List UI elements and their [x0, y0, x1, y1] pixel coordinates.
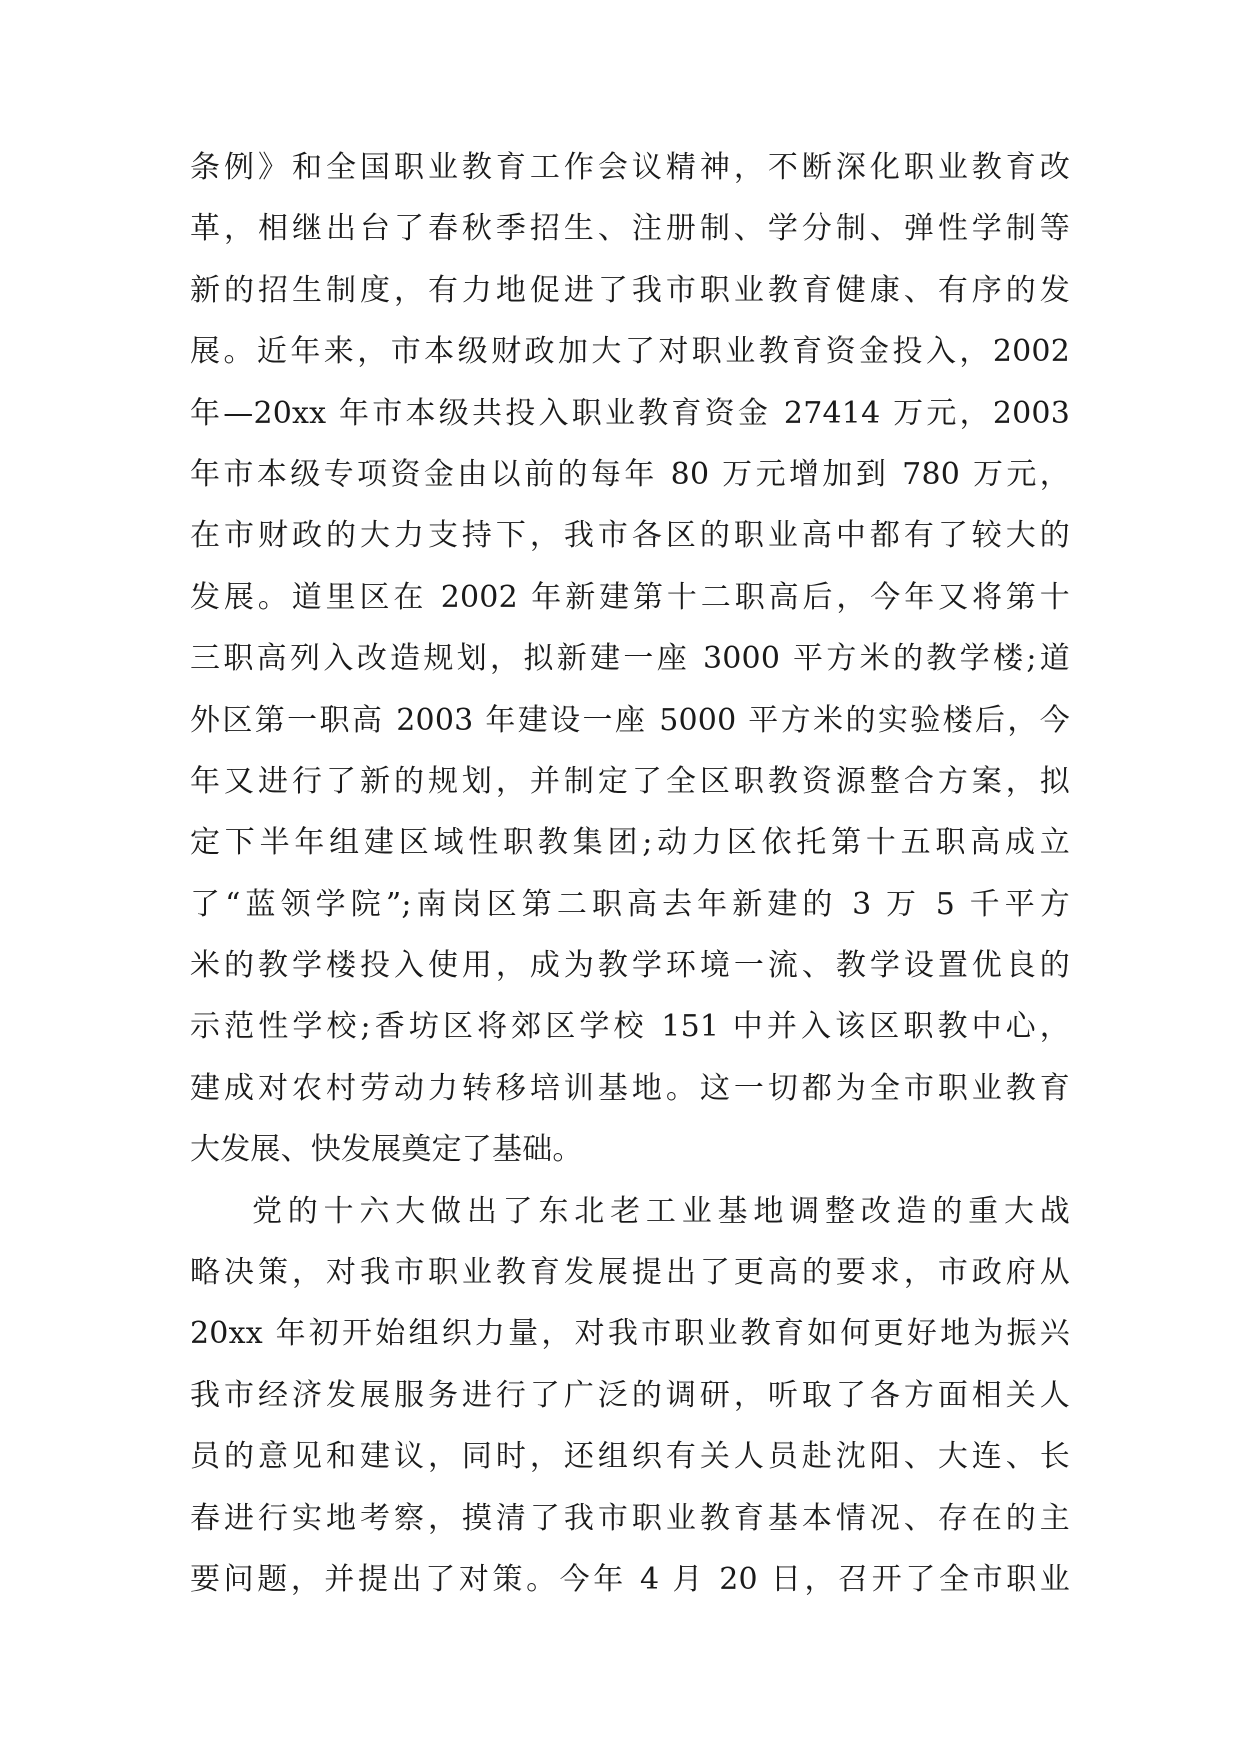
text-line: 略决策，对我市职业教育发展提出了更高的要求，市政府从 — [190, 1255, 1070, 1291]
text-line: 大发展、快发展奠定了基础。 — [190, 1132, 583, 1168]
text-line: 发展。道里区在 2002 年新建第十二职高后，今年又将第十 — [190, 579, 1070, 615]
text-line: 了“蓝领学院”;南岗区第二职高去年新建的 3 万 5 千平方 — [190, 886, 1070, 922]
text-line: 员的意见和建议，同时，还组织有关人员赴沈阳、大连、长 — [190, 1439, 1070, 1475]
text-line: 外区第一职高 2003 年建设一座 5000 平方米的实验楼后，今 — [190, 702, 1070, 738]
text-line: 建成对农村劳动力转移培训基地。这一切都为全市职业教育 — [190, 1070, 1070, 1106]
paragraph-1 — [190, 137, 1070, 1181]
text-line: 新的招生制度，有力地促进了我市职业教育健康、有序的发 — [190, 272, 1070, 308]
text-line: 米的教学楼投入使用，成为教学环境一流、教学设置优良的 — [190, 948, 1070, 984]
paragraph-2 — [190, 1181, 1070, 1611]
text-line: 三职高列入改造规划，拟新建一座 3000 平方米的教学楼;道 — [190, 641, 1070, 677]
text-line: 要问题，并提出了对策。今年 4 月 20 日，召开了全市职业 — [190, 1561, 1070, 1597]
text-line: 展。近年来，市本级财政加大了对职业教育资金投入，2002 — [190, 334, 1070, 370]
text-line: 党的十六大做出了东北老工业基地调整改造的重大战 — [252, 1193, 1070, 1229]
text-line: 在市财政的大力支持下，我市各区的职业高中都有了较大的 — [190, 518, 1070, 554]
text-line: 年又进行了新的规划，并制定了全区职教资源整合方案，拟 — [190, 763, 1070, 799]
text-line: 年—20xx 年市本级共投入职业教育资金 27414 万元，2003 — [190, 395, 1070, 431]
text-line: 条例》和全国职业教育工作会议精神，不断深化职业教育改 — [190, 150, 1070, 185]
body-text — [190, 137, 1070, 1610]
text-line: 示范性学校;香坊区将郊区学校 151 中并入该区职教中心， — [190, 1009, 1070, 1045]
text-line: 定下半年组建区域性职教集团;动力区依托第十五职高成立 — [190, 825, 1070, 861]
text-line: 年市本级专项资金由以前的每年 80 万元增加到 780 万元， — [190, 456, 1070, 492]
text-line: 革，相继出台了春秋季招生、注册制、学分制、弹性学制等 — [190, 211, 1070, 247]
text-line: 春进行实地考察，摸清了我市职业教育基本情况、存在的主 — [190, 1500, 1070, 1536]
text-line: 20xx 年初开始组织力量，对我市职业教育如何更好地为振兴 — [190, 1316, 1070, 1352]
text-line: 我市经济发展服务进行了广泛的调研，听取了各方面相关人 — [190, 1377, 1070, 1413]
